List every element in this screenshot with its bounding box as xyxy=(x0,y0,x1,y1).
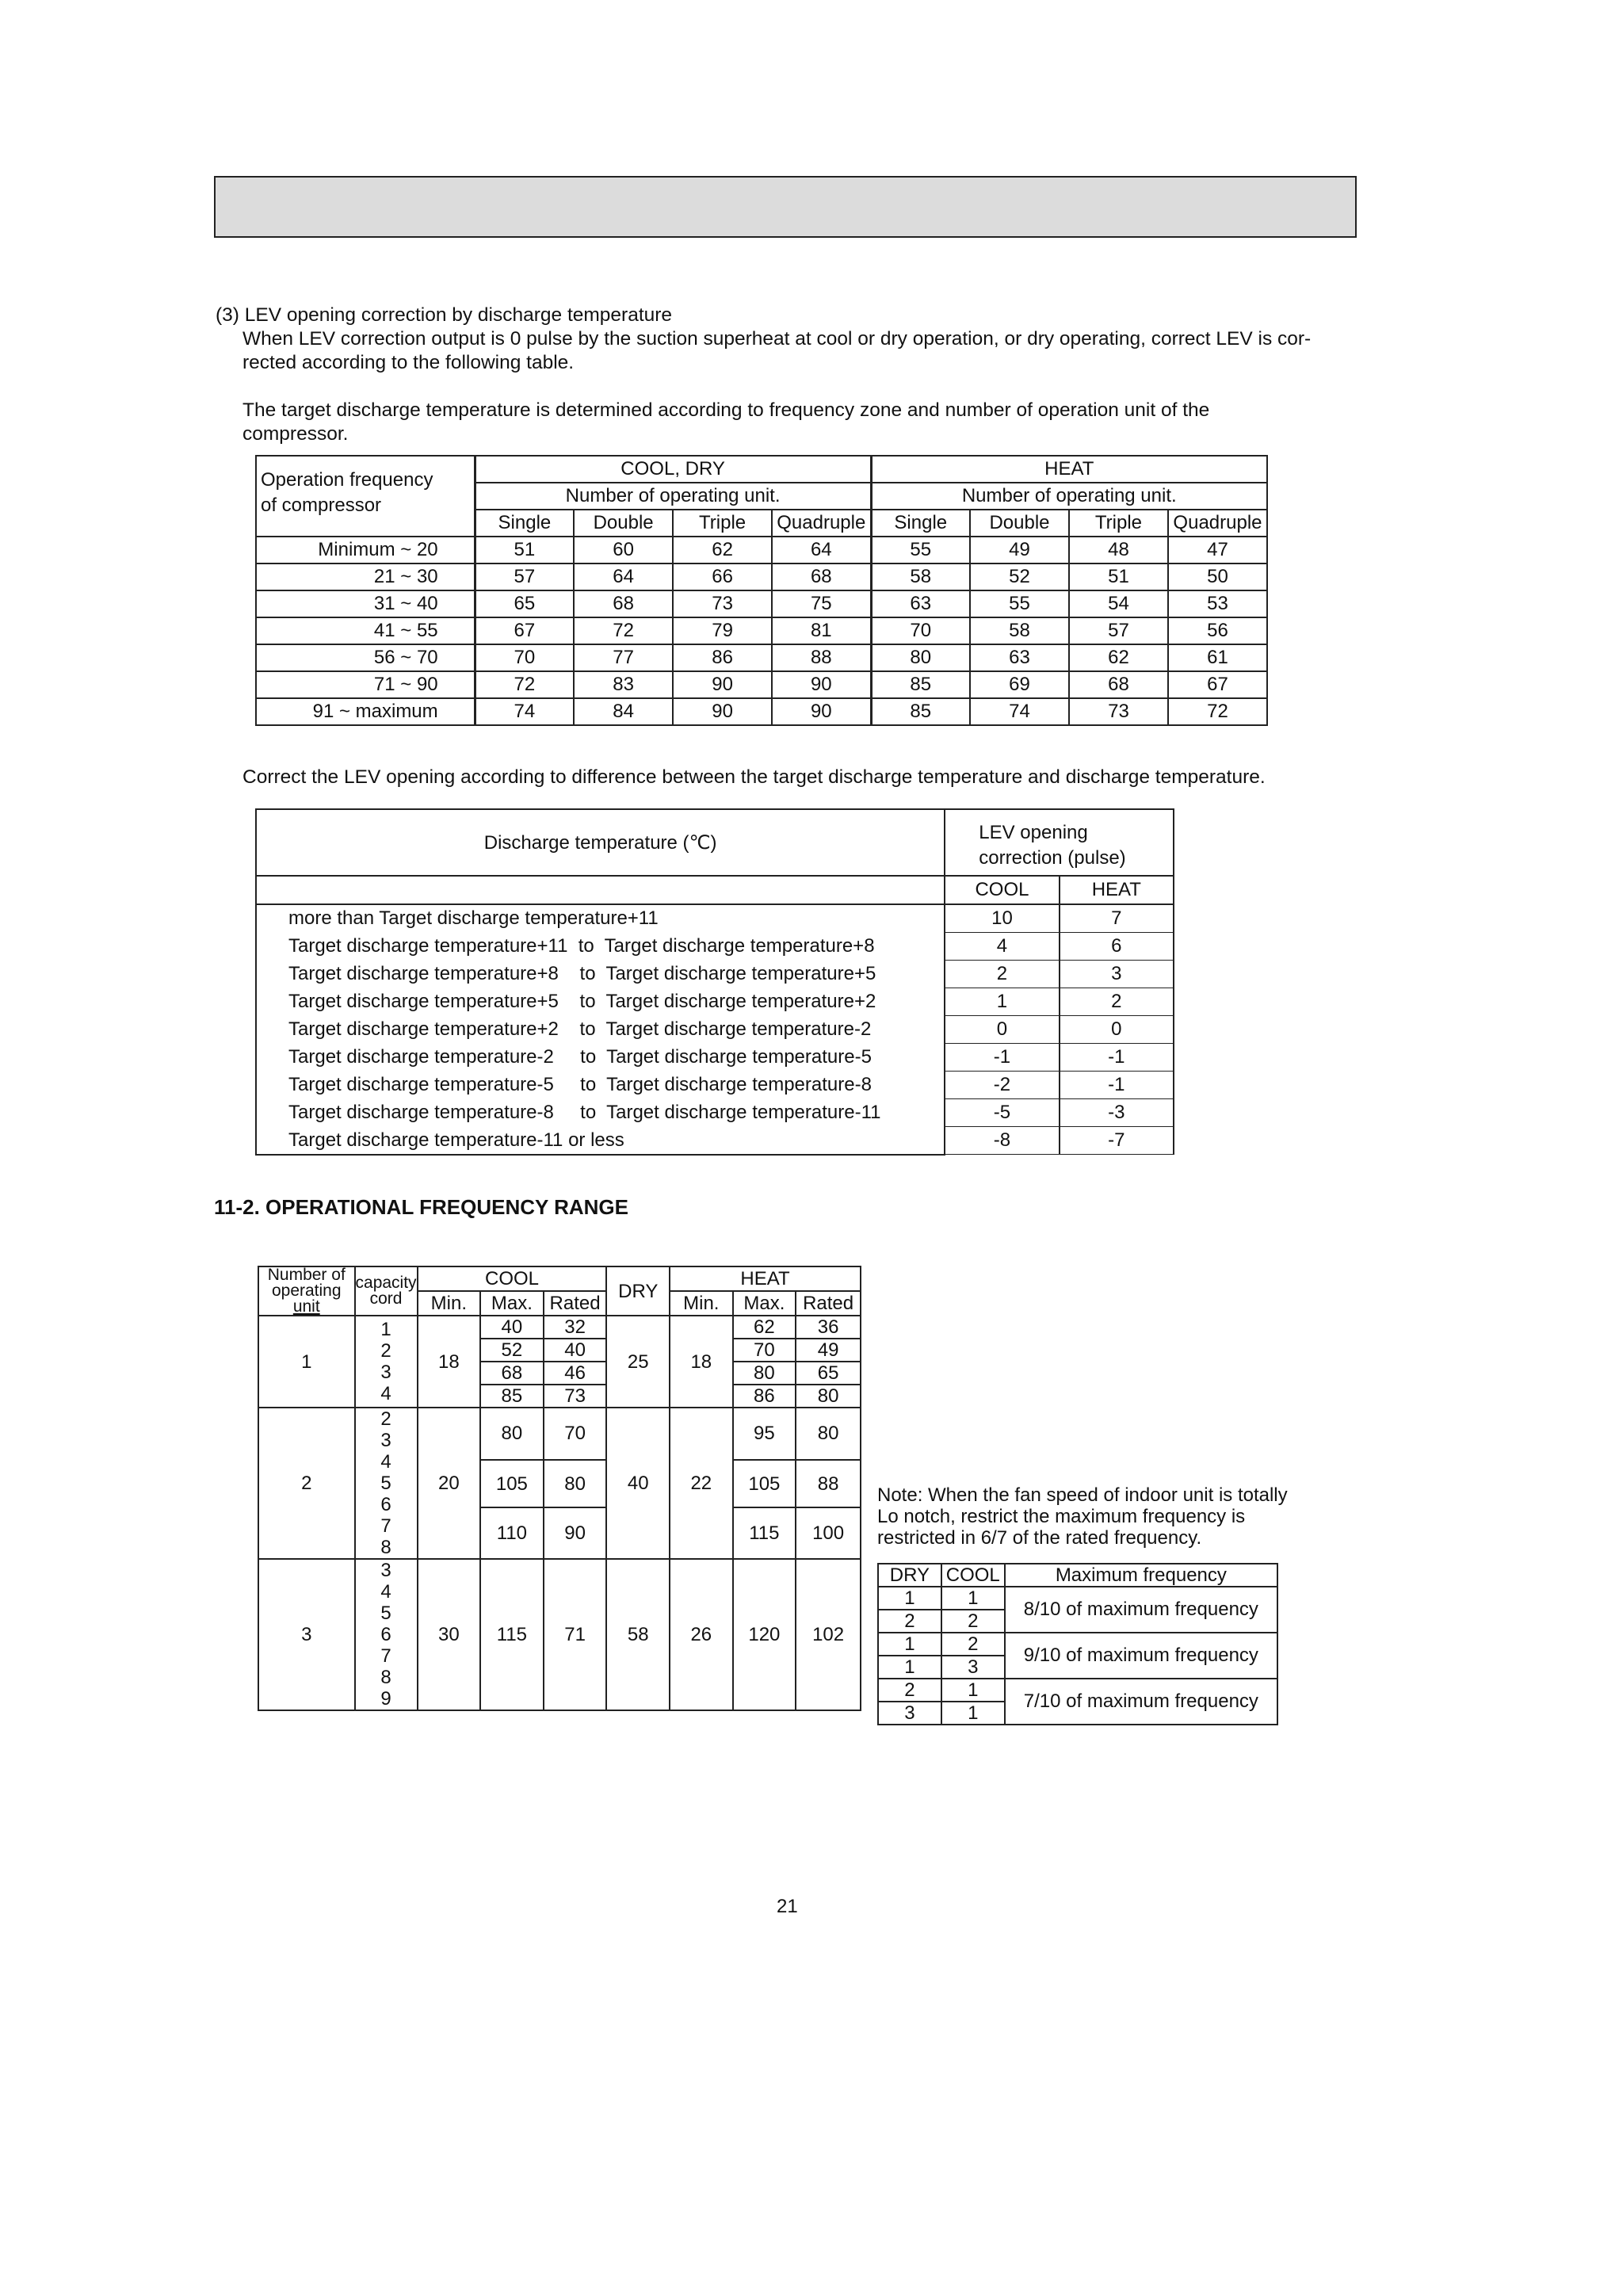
cell: 84 xyxy=(574,698,673,725)
cell: 61 xyxy=(1168,644,1267,671)
sub-header: Triple xyxy=(673,510,772,537)
sub-header: Quadruple xyxy=(772,510,871,537)
cell: 3 xyxy=(878,1702,941,1725)
cell: 60 xyxy=(574,537,673,563)
cell: 73 xyxy=(1069,698,1168,725)
cell: 51 xyxy=(1069,563,1168,590)
cell: 1 xyxy=(945,988,1059,1016)
row-description: Target discharge temperature-5 to Target discharge temperature-8 xyxy=(256,1072,945,1099)
cell: 49 xyxy=(970,537,1069,563)
cell: 72 xyxy=(475,671,574,698)
cell: 86 xyxy=(733,1385,796,1408)
row-label: 21 ~ 30 xyxy=(256,563,475,590)
min-header: Min. xyxy=(670,1291,733,1316)
cell: 4 xyxy=(945,933,1059,961)
cell: 10 xyxy=(945,904,1059,933)
fan-speed-note: Note: When the fan speed of indoor unit is totally Lo notch, restrict the maximum frequency is restricted in 6/7 of the rated frequency. xyxy=(877,1484,1288,1549)
cell: 85 xyxy=(871,671,970,698)
cell: 80 xyxy=(796,1385,861,1408)
row-label: 91 ~ maximum xyxy=(256,698,475,725)
table-row xyxy=(878,1587,1277,1610)
cell: 2 xyxy=(878,1679,941,1702)
cell: 88 xyxy=(796,1460,861,1508)
cell: 1 xyxy=(941,1679,1005,1702)
table-row xyxy=(256,590,1267,617)
cell: 9/10 of maximum frequency xyxy=(1005,1633,1277,1679)
cell: 73 xyxy=(544,1385,607,1408)
cell: 69 xyxy=(970,671,1069,698)
cell: 1 xyxy=(878,1656,941,1679)
section-text-line: When LEV correction output is 0 pulse by the suction superheat at cool or dry operation, or dry operating, correct LEV is cor- xyxy=(242,328,1312,350)
units-cell: 3 xyxy=(258,1559,355,1710)
table-row xyxy=(256,563,1267,590)
section-title: (3) LEV opening correction by discharge temperature xyxy=(216,304,673,326)
cell: 26 xyxy=(670,1559,733,1710)
table-row xyxy=(256,1044,1174,1072)
cool-header: COOL xyxy=(945,876,1059,904)
cell: 52 xyxy=(480,1339,544,1362)
cell: 1 xyxy=(878,1587,941,1610)
cell: -1 xyxy=(945,1044,1059,1072)
table-row xyxy=(256,698,1267,725)
cell: 57 xyxy=(475,563,574,590)
header-bar xyxy=(214,176,1357,238)
cell: 54 xyxy=(1069,590,1168,617)
sub-header: Triple xyxy=(1069,510,1168,537)
table-row xyxy=(256,933,1174,961)
row-description: more than Target discharge temperature+11 xyxy=(256,904,945,933)
table-row xyxy=(256,537,1267,563)
operational-frequency-table xyxy=(258,1266,861,1711)
sub-header: Double xyxy=(574,510,673,537)
row-label: 56 ~ 70 xyxy=(256,644,475,671)
cell: 66 xyxy=(673,563,772,590)
heat-header: HEAT xyxy=(871,456,1267,483)
cell: 62 xyxy=(1069,644,1168,671)
cell: 56 xyxy=(1168,617,1267,644)
cell: 105 xyxy=(480,1460,544,1508)
cell: 2 xyxy=(941,1610,1005,1633)
cell: 58 xyxy=(970,617,1069,644)
cool-header: COOL xyxy=(941,1564,1005,1587)
row-label: 41 ~ 55 xyxy=(256,617,475,644)
table-row xyxy=(256,644,1267,671)
rated-header: Rated xyxy=(796,1291,861,1316)
operation-frequency-header: Operation frequency of compressor xyxy=(256,456,475,537)
cell: 73 xyxy=(673,590,772,617)
cell: 51 xyxy=(475,537,574,563)
row-label: 71 ~ 90 xyxy=(256,671,475,698)
cell: 7/10 of maximum frequency xyxy=(1005,1679,1277,1725)
cell: 75 xyxy=(772,590,871,617)
table-row xyxy=(256,1127,1174,1155)
cell: 53 xyxy=(1168,590,1267,617)
cell: 8/10 of maximum frequency xyxy=(1005,1587,1277,1633)
cell: 62 xyxy=(673,537,772,563)
table-row xyxy=(256,961,1174,988)
capacity-code-header: capacity cord xyxy=(355,1266,418,1316)
lev-correction-table xyxy=(255,808,1174,1156)
cell: 47 xyxy=(1168,537,1267,563)
row-description: Target discharge temperature-11 or less xyxy=(256,1127,945,1155)
row-description: Target discharge temperature+5 to Target discharge temperature+2 xyxy=(256,988,945,1016)
cell: 90 xyxy=(673,671,772,698)
cell: 30 xyxy=(418,1559,481,1710)
cell: 90 xyxy=(544,1507,607,1559)
cell: 77 xyxy=(574,644,673,671)
page-number: 21 xyxy=(777,1896,798,1917)
cell: 70 xyxy=(544,1408,607,1460)
cell: -1 xyxy=(1060,1044,1174,1072)
min-header: Min. xyxy=(418,1291,481,1316)
cell: 80 xyxy=(480,1408,544,1460)
cell: 68 xyxy=(480,1362,544,1385)
cell: 68 xyxy=(772,563,871,590)
row-label: Minimum ~ 20 xyxy=(256,537,475,563)
cell: 102 xyxy=(796,1559,861,1710)
cell: 67 xyxy=(1168,671,1267,698)
cell: 70 xyxy=(475,644,574,671)
cell: -8 xyxy=(945,1127,1059,1155)
cell: 49 xyxy=(796,1339,861,1362)
sub-header: Single xyxy=(475,510,574,537)
cell: 6 xyxy=(1060,933,1174,961)
cell: 68 xyxy=(1069,671,1168,698)
cool-dry-header: COOL, DRY xyxy=(475,456,871,483)
cell: 95 xyxy=(733,1408,796,1460)
cell: 46 xyxy=(544,1362,607,1385)
cell: 80 xyxy=(544,1460,607,1508)
cell: 90 xyxy=(772,671,871,698)
cell: 36 xyxy=(796,1316,861,1339)
table-row xyxy=(256,1016,1174,1044)
cell: 2 xyxy=(945,961,1059,988)
target-discharge-temperature-table xyxy=(255,455,1268,726)
dry-header: DRY xyxy=(606,1266,670,1316)
rated-header: Rated xyxy=(544,1291,607,1316)
lev-correction-section xyxy=(216,304,1357,446)
cell: 80 xyxy=(871,644,970,671)
cell: 74 xyxy=(475,698,574,725)
table-row xyxy=(256,617,1267,644)
cell: -7 xyxy=(1060,1127,1174,1155)
cell: 81 xyxy=(772,617,871,644)
cell: 85 xyxy=(480,1385,544,1408)
table-row xyxy=(258,1408,861,1460)
cell: 20 xyxy=(418,1408,481,1559)
section-heading: 11-2. OPERATIONAL FREQUENCY RANGE xyxy=(214,1195,628,1219)
dry-header: DRY xyxy=(878,1564,941,1587)
cell: 86 xyxy=(673,644,772,671)
cell: 83 xyxy=(574,671,673,698)
cell: 25 xyxy=(606,1316,670,1408)
number-of-units-header: Number of operating unit xyxy=(258,1266,355,1316)
cell: 3 xyxy=(941,1656,1005,1679)
capacity-codes: 2 3 4 5 6 7 8 xyxy=(355,1408,418,1559)
cell: 55 xyxy=(970,590,1069,617)
cell: 40 xyxy=(480,1316,544,1339)
cell: 48 xyxy=(1069,537,1168,563)
correction-instruction: Correct the LEV opening according to difference between the target discharge temperature and discharge temperature. xyxy=(242,766,1266,788)
cell: -2 xyxy=(945,1072,1059,1099)
cell: 71 xyxy=(544,1559,607,1710)
cell: 52 xyxy=(970,563,1069,590)
heat-header: HEAT xyxy=(670,1266,861,1291)
cell: 22 xyxy=(670,1408,733,1559)
section-text-line: compressor. xyxy=(242,423,349,445)
cell: 3 xyxy=(1060,961,1174,988)
table-row xyxy=(878,1679,1277,1702)
maximum-frequency-header: Maximum frequency xyxy=(1005,1564,1277,1587)
capacity-codes: 1 2 3 4 xyxy=(355,1316,418,1408)
cell: 72 xyxy=(1168,698,1267,725)
section-text-line: The target discharge temperature is determined according to frequency zone and number of operation unit of the xyxy=(242,399,1210,421)
operating-units-header: Number of operating unit. xyxy=(871,483,1267,510)
cell: 2 xyxy=(878,1610,941,1633)
cell: 64 xyxy=(772,537,871,563)
cell: -3 xyxy=(1060,1099,1174,1127)
cell: 1 xyxy=(941,1587,1005,1610)
cell: 90 xyxy=(772,698,871,725)
cell: 80 xyxy=(796,1408,861,1460)
maximum-frequency-table xyxy=(877,1563,1278,1725)
cell: 50 xyxy=(1168,563,1267,590)
operating-units-header: Number of operating unit. xyxy=(475,483,871,510)
cell: 63 xyxy=(970,644,1069,671)
cell: 100 xyxy=(796,1507,861,1559)
cell: 57 xyxy=(1069,617,1168,644)
cell: 18 xyxy=(670,1316,733,1408)
table-row xyxy=(256,1099,1174,1127)
table-row xyxy=(256,904,1174,933)
cool-header: COOL xyxy=(418,1266,607,1291)
units-cell: 2 xyxy=(258,1408,355,1559)
max-header: Max. xyxy=(480,1291,544,1316)
heat-header: HEAT xyxy=(1060,876,1174,904)
cell: 40 xyxy=(606,1408,670,1559)
cell: 105 xyxy=(733,1460,796,1508)
sub-header: Single xyxy=(871,510,970,537)
cell: 85 xyxy=(871,698,970,725)
cell: 55 xyxy=(871,537,970,563)
row-description: Target discharge temperature-8 to Target discharge temperature-11 xyxy=(256,1099,945,1127)
table-row xyxy=(256,671,1267,698)
discharge-temperature-header: Discharge temperature (℃) xyxy=(256,809,945,876)
cell: 63 xyxy=(871,590,970,617)
cell: 74 xyxy=(970,698,1069,725)
cell: 110 xyxy=(480,1507,544,1559)
units-cell: 1 xyxy=(258,1316,355,1408)
section-text-line: rected according to the following table. xyxy=(242,352,575,373)
cell: 1 xyxy=(941,1702,1005,1725)
capacity-codes: 3 4 5 6 7 8 9 xyxy=(355,1559,418,1710)
row-description: Target discharge temperature+11 to Target discharge temperature+8 xyxy=(256,933,945,961)
cell: 70 xyxy=(871,617,970,644)
cell: 67 xyxy=(475,617,574,644)
cell: 58 xyxy=(871,563,970,590)
table-row xyxy=(258,1316,861,1339)
cell: 1 xyxy=(878,1633,941,1656)
cell: 18 xyxy=(418,1316,481,1408)
lev-opening-header: LEV opening correction (pulse) xyxy=(945,809,1174,876)
sub-header: Quadruple xyxy=(1168,510,1267,537)
cell: 70 xyxy=(733,1339,796,1362)
row-description: Target discharge temperature+8 to Target discharge temperature+5 xyxy=(256,961,945,988)
cell: 68 xyxy=(574,590,673,617)
cell: 115 xyxy=(733,1507,796,1559)
cell: 65 xyxy=(475,590,574,617)
cell: 90 xyxy=(673,698,772,725)
row-label: 31 ~ 40 xyxy=(256,590,475,617)
cell: 62 xyxy=(733,1316,796,1339)
cell: 120 xyxy=(733,1559,796,1710)
sub-header: Double xyxy=(970,510,1069,537)
row-description: Target discharge temperature+2 to Target discharge temperature-2 xyxy=(256,1016,945,1044)
cell: 80 xyxy=(733,1362,796,1385)
cell: 0 xyxy=(1060,1016,1174,1044)
cell: 72 xyxy=(574,617,673,644)
table-row xyxy=(256,988,1174,1016)
max-header: Max. xyxy=(733,1291,796,1316)
cell: 40 xyxy=(544,1339,607,1362)
cell: 64 xyxy=(574,563,673,590)
cell: 88 xyxy=(772,644,871,671)
cell: 65 xyxy=(796,1362,861,1385)
cell: 58 xyxy=(606,1559,670,1710)
cell: 2 xyxy=(1060,988,1174,1016)
row-description: Target discharge temperature-2 to Target discharge temperature-5 xyxy=(256,1044,945,1072)
cell: -5 xyxy=(945,1099,1059,1127)
cell: 32 xyxy=(544,1316,607,1339)
table-row xyxy=(256,1072,1174,1099)
cell: 79 xyxy=(673,617,772,644)
cell: 2 xyxy=(941,1633,1005,1656)
cell: 0 xyxy=(945,1016,1059,1044)
table-row xyxy=(878,1633,1277,1656)
cell: -1 xyxy=(1060,1072,1174,1099)
cell: 7 xyxy=(1060,904,1174,933)
cell: 115 xyxy=(480,1559,544,1710)
table-row xyxy=(258,1559,861,1710)
